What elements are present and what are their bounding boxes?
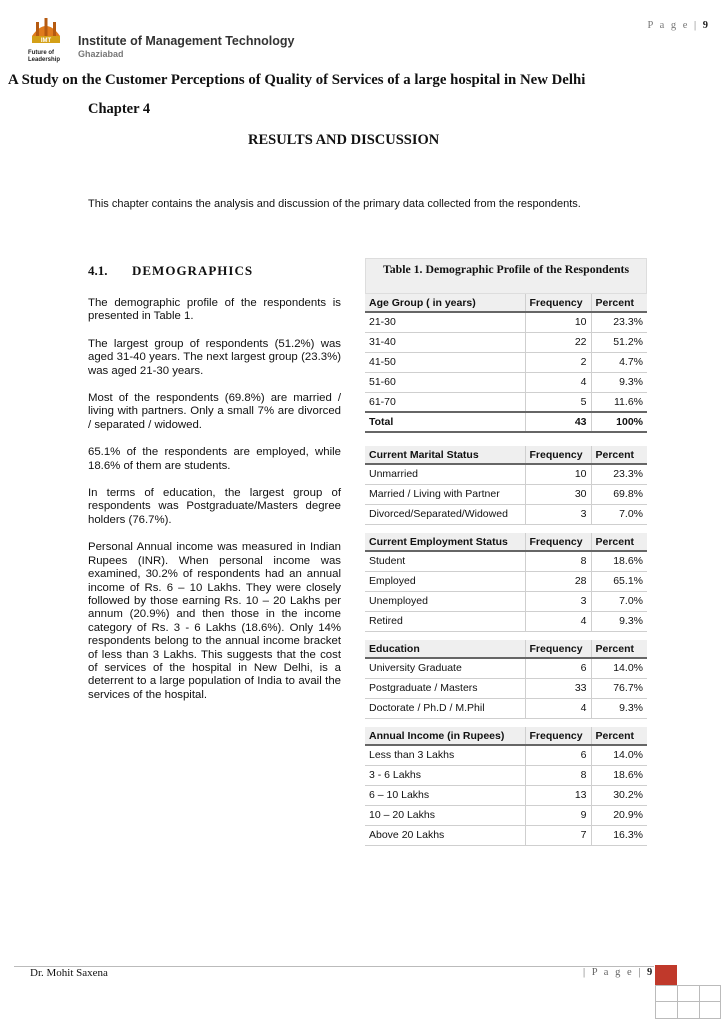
column-header: Current Employment Status xyxy=(365,533,525,551)
table-cell: 76.7% xyxy=(591,678,647,698)
table-cell: 3 xyxy=(525,591,591,611)
table-cell: Student xyxy=(365,551,525,571)
column-header: Frequency xyxy=(525,640,591,658)
table-cell: 100% xyxy=(591,412,647,432)
table-cell: 9.3% xyxy=(591,372,647,392)
table-row xyxy=(365,332,647,352)
logo-tagline: Future of Leadership xyxy=(28,50,61,63)
table-caption: Table 1. Demographic Profile of the Respondents xyxy=(365,258,647,294)
institute-city: Ghaziabad xyxy=(78,49,124,59)
table-cell: 65.1% xyxy=(591,571,647,591)
paragraph: In terms of education, the largest group of respondents was Postgraduate/Masters degree holders (76.7%). xyxy=(88,487,341,526)
paragraph: The largest group of respondents (51.2%) was aged 31-40 years. The next largest group (23.3%) was aged 21-30 years. xyxy=(88,337,341,377)
table-header-row xyxy=(365,294,647,312)
section-body xyxy=(88,297,341,716)
table-row xyxy=(365,745,647,765)
table-cell: 11.6% xyxy=(591,392,647,412)
table-row xyxy=(365,611,647,631)
table-cell: 10 – 20 Lakhs xyxy=(365,805,525,825)
table-row xyxy=(365,591,647,611)
column-header: Percent xyxy=(591,446,647,464)
table-cell: 69.8% xyxy=(591,484,647,504)
table-cell: 4 xyxy=(525,372,591,392)
document-title: A Study on the Customer Perceptions of Quality of Services of a large hospital in New Delhi xyxy=(8,72,586,88)
table-cell: 9.3% xyxy=(591,698,647,718)
table-cell: 51-60 xyxy=(365,372,525,392)
table-cell: 10 xyxy=(525,464,591,484)
age-group-table xyxy=(365,294,647,433)
column-header: Age Group ( in years) xyxy=(365,294,525,312)
table-row xyxy=(365,698,647,718)
table-row xyxy=(365,805,647,825)
table-cell: Doctorate / Ph.D / M.Phil xyxy=(365,698,525,718)
table-cell: 6 – 10 Lakhs xyxy=(365,785,525,805)
chapter-title: RESULTS AND DISCUSSION xyxy=(248,132,440,148)
table-cell: 14.0% xyxy=(591,658,647,678)
table-cell: 9.3% xyxy=(591,611,647,631)
table-cell: Retired xyxy=(365,611,525,631)
table-header-row xyxy=(365,727,647,745)
table-cell: 43 xyxy=(525,412,591,432)
table-cell: Unemployed xyxy=(365,591,525,611)
table-row xyxy=(365,352,647,372)
column-header: Current Marital Status xyxy=(365,446,525,464)
table-cell: Married / Living with Partner xyxy=(365,484,525,504)
paragraph: Most of the respondents (69.8%) are married / living with partners. Only a small 7% are divorced / separated / widowed. xyxy=(88,392,341,431)
table-row xyxy=(365,825,647,845)
table-cell: 3 xyxy=(525,504,591,524)
chapter-label: Chapter 4 xyxy=(88,101,151,117)
footer-page-label: | P a g e | xyxy=(583,967,643,978)
footer-page-number xyxy=(583,967,652,978)
table-row xyxy=(365,504,647,524)
table-cell: 6 xyxy=(525,745,591,765)
table-cell: Employed xyxy=(365,571,525,591)
table-cell: Postgraduate / Masters xyxy=(365,678,525,698)
intro-paragraph: This chapter contains the analysis and discussion of the primary data collected from the respondents. xyxy=(88,198,581,210)
column-header: Annual Income (in Rupees) xyxy=(365,727,525,745)
table-cell: 51.2% xyxy=(591,332,647,352)
table-cell: 8 xyxy=(525,765,591,785)
table-row xyxy=(365,678,647,698)
table-cell: Total xyxy=(365,412,525,432)
income-table xyxy=(365,727,647,846)
table-row xyxy=(365,312,647,332)
table-row xyxy=(365,372,647,392)
table-row xyxy=(365,484,647,504)
table-cell: 61-70 xyxy=(365,392,525,412)
column-header: Education xyxy=(365,640,525,658)
column-header: Frequency xyxy=(525,446,591,464)
column-header: Percent xyxy=(591,294,647,312)
table-cell: 14.0% xyxy=(591,745,647,765)
table-cell: 7.0% xyxy=(591,504,647,524)
header-page-number xyxy=(648,20,709,31)
table-cell: 4 xyxy=(525,611,591,631)
table-row xyxy=(365,392,647,412)
header-page-label: P a g e | xyxy=(647,20,699,31)
table-row xyxy=(365,464,647,484)
column-header: Frequency xyxy=(525,294,591,312)
table-cell: 31-40 xyxy=(365,332,525,352)
table-cell: 8 xyxy=(525,551,591,571)
table-header-row xyxy=(365,640,647,658)
table-cell: 2 xyxy=(525,352,591,372)
table-cell: 22 xyxy=(525,332,591,352)
footer-page-value: 9 xyxy=(646,967,653,978)
table-cell: Less than 3 Lakhs xyxy=(365,745,525,765)
column-header: Percent xyxy=(591,640,647,658)
table-row xyxy=(365,765,647,785)
table-cell: 4 xyxy=(525,698,591,718)
paragraph: 65.1% of the respondents are employed, while 18.6% of them are students. xyxy=(88,446,341,472)
table-row xyxy=(365,658,647,678)
table-row xyxy=(365,785,647,805)
paragraph: The demographic profile of the respondents is presented in Table 1. xyxy=(88,297,341,323)
table-cell: University Graduate xyxy=(365,658,525,678)
table-cell: 20.9% xyxy=(591,805,647,825)
table-cell: 6 xyxy=(525,658,591,678)
education-table xyxy=(365,640,647,719)
footer-author: Dr. Mohit Saxena xyxy=(30,967,108,979)
table-header-row xyxy=(365,533,647,551)
table-cell: 30 xyxy=(525,484,591,504)
table-cell: 21-30 xyxy=(365,312,525,332)
table-cell: 9 xyxy=(525,805,591,825)
footer-accent-block xyxy=(655,965,677,985)
table-header-row xyxy=(365,446,647,464)
marital-status-table xyxy=(365,446,647,525)
institute-logo xyxy=(26,14,356,64)
section-number: 4.1. xyxy=(88,263,108,278)
footer-grid-decoration xyxy=(655,985,721,1019)
table-cell: 10 xyxy=(525,312,591,332)
paragraph: Personal Annual income was measured in Indian Rupees (INR). When personal income was examined, 30.2% of respondents had an annual income of Rs. 6 – 10 Lakhs. They were closely followed by those earning Rs. 10 – 20 Lakhs per annum (20.9%) and then those in the income category of Rs. 3 - 6 Lakhs (18.6%). Only 14% respondents belong to the annual income bracket of less than 3 Lakhs. This suggests that the cost of services of the hospital in New Delhi, is a deterrent to a large population of India to avail the services of the hospital. xyxy=(88,541,341,701)
column-header: Percent xyxy=(591,533,647,551)
table-cell: 3 - 6 Lakhs xyxy=(365,765,525,785)
table-total-row xyxy=(365,412,647,432)
table-cell: 5 xyxy=(525,392,591,412)
table-cell: 23.3% xyxy=(591,312,647,332)
table-cell: 23.3% xyxy=(591,464,647,484)
table-cell: 18.6% xyxy=(591,765,647,785)
table-row xyxy=(365,571,647,591)
table-cell: 16.3% xyxy=(591,825,647,845)
table-cell: 7 xyxy=(525,825,591,845)
table-cell: 4.7% xyxy=(591,352,647,372)
table-cell: 30.2% xyxy=(591,785,647,805)
table-cell: Above 20 Lakhs xyxy=(365,825,525,845)
table-cell: 13 xyxy=(525,785,591,805)
employment-status-table xyxy=(365,533,647,632)
table-cell: Divorced/Separated/Widowed xyxy=(365,504,525,524)
svg-text:IMT: IMT xyxy=(40,38,52,44)
table-cell: Unmarried xyxy=(365,464,525,484)
column-header: Frequency xyxy=(525,727,591,745)
institute-name: Institute of Management Technology xyxy=(78,34,295,48)
table-cell: 28 xyxy=(525,571,591,591)
table-cell: 41-50 xyxy=(365,352,525,372)
table-row xyxy=(365,551,647,571)
table-cell: 7.0% xyxy=(591,591,647,611)
table-cell: 33 xyxy=(525,678,591,698)
header-page-value: 9 xyxy=(702,20,708,31)
section-title: DEMOGRAPHICS xyxy=(132,263,254,278)
column-header: Frequency xyxy=(525,533,591,551)
table-cell: 18.6% xyxy=(591,551,647,571)
footer-divider xyxy=(14,966,654,967)
column-header: Percent xyxy=(591,727,647,745)
